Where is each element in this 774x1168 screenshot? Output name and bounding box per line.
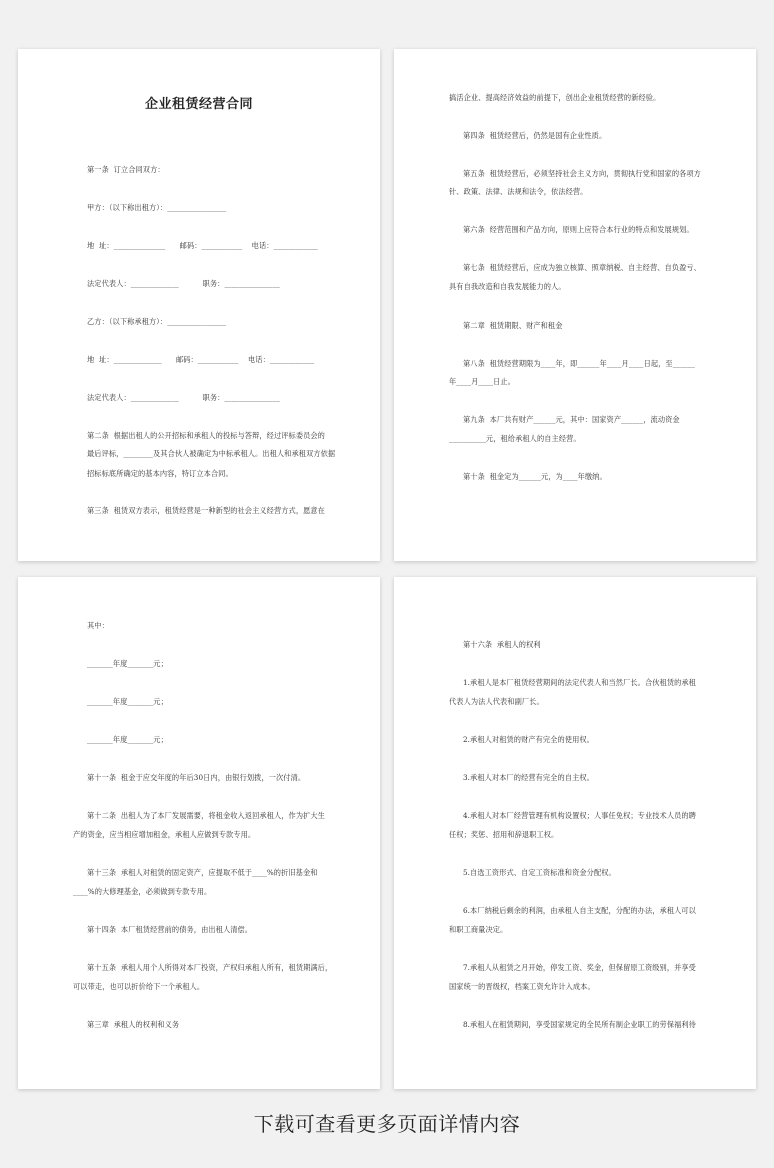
text-line: 8.承租人在租赁期间，享受国家规定的全民所有制企业职工的劳保福利待 <box>463 1020 696 1029</box>
text-line: 针、政策、法律、法规和法令，依法经营。 <box>449 187 588 196</box>
text-line: 第二条 根据出租人的公开招标和承租人的投标与答辩，经过评标委员会的 <box>87 431 325 440</box>
text-line: 第十四条 本厂租赁经营前的债务，由出租人清偿。 <box>87 925 253 934</box>
text-line: 其中： <box>87 621 109 630</box>
text-line: 产的资金，应当相应增加租金，承租人应做到专款专用。 <box>73 830 256 839</box>
text-line: 甲方：（以下称出租方）：________________ <box>87 203 227 212</box>
text-line: 第七条 租赁经营后，应成为独立核算、照章纳税、自主经营、自负盈亏、 <box>463 263 701 272</box>
text-line: __________元，租给承租人的自主经营。 <box>449 434 581 443</box>
text-line: 6.本厂纳税后剩余的利润，由承租人自主支配，分配的办法，承租人可以 <box>463 906 696 915</box>
document-page-3 <box>18 577 380 1089</box>
text-line: 第九条 本厂共有财产______元，其中：国家资产______，流动资金 <box>463 415 680 424</box>
text-line: 可以带走，也可以折价给下一个承租人。 <box>73 982 205 991</box>
download-more-prompt[interactable]: 下载可查看更多页面详情内容 <box>253 1112 521 1136</box>
contract-title: 企业租赁经营合同 <box>144 97 253 112</box>
document-page-2 <box>394 49 756 561</box>
text-line: 和职工商量决定。 <box>449 925 508 934</box>
text-line: 4.承租人对本厂经营管理有机构设置权；人事任免权；专业技术人员的聘 <box>463 811 696 820</box>
text-line: 最后评标，________及其合伙人被确定为中标承租人。出租人和承租双方依据 <box>87 449 336 458</box>
text-line: 第十一条 租金于应交年度的年后30日内，由银行划拨，一次付清。 <box>87 773 306 782</box>
text-line: 第十二条 出租人为了本厂发展需要，将租金收入返回承租人，作为扩大生 <box>87 811 325 820</box>
text-line: 地 址：_____________ 邮码：___________ 电话：____________ <box>87 355 315 364</box>
document-page-4 <box>394 577 756 1089</box>
text-line: 第五条 租赁经营后，必须坚持社会主义方向，贯彻执行党和国家的各项方 <box>463 169 701 178</box>
text-line: 2.承租人对租赁的财产有完全的使用权。 <box>463 735 594 744</box>
text-line: _______年度_______元； <box>87 697 168 706</box>
text-line: 第四条 租赁经营后，仍然是国有企业性质。 <box>463 131 607 140</box>
text-line: 第十三条 承租人对租赁的固定资产，应提取不低于____%的折旧基金和 <box>87 868 318 877</box>
text-line: 7.承租人从租赁之月开始，停发工资、奖金，但保留原工资级别，并享受 <box>463 963 696 972</box>
text-line: 第六条 经营范围和产品方向，原则上应符合本行业的特点和发展规划。 <box>463 225 694 234</box>
text-line: ____%的大修理基金，必须做到专款专用。 <box>73 887 212 896</box>
text-line: 乙方：（以下称承租方）：________________ <box>87 317 227 326</box>
text-line: 国家统一的晋级权，档案工资允许计入成本。 <box>449 982 595 991</box>
chapter-heading: 第三章 承租人的权利和义务 <box>87 1020 180 1029</box>
section-heading: 第十六条 承租人的权利 <box>463 640 541 649</box>
text-line: 具有自我改造和自我发展能力的人。 <box>449 282 566 291</box>
text-line: 第三条 租赁双方表示，租赁经营是一种新型的社会主义经营方式，愿意在 <box>87 506 325 515</box>
text-line: 第一条 订立合同双方： <box>87 165 165 174</box>
text-line: _______年度_______元； <box>87 659 168 668</box>
text-line: 第十五条 承租人用个人所得对本厂投资，产权归承租人所有，租赁期满后， <box>87 963 333 972</box>
text-line: 代表人为法人代表和副厂长。 <box>449 697 544 706</box>
chapter-heading: 第二章 租赁期限、财产和租金 <box>463 321 563 330</box>
text-line: 第八条 租赁经营期限为____年，即______年____月____日起，至______ <box>463 359 695 368</box>
text-line: 1.承租人是本厂租赁经营期间的法定代表人和当然厂长。合伙租赁的承租 <box>463 678 696 687</box>
text-line: 招标标底所确定的基本内容，特订立本合同。 <box>87 469 233 478</box>
text-line: 法定代表人：_____________ 职务：_______________ <box>87 279 280 288</box>
text-line: 5.自选工资形式、自定工资标准和资金分配权。 <box>463 868 616 877</box>
text-line: 任权；奖惩、招用和辞退职工权。 <box>449 830 559 839</box>
text-line: 地 址：______________ 邮码：___________ 电话：____________ <box>87 241 318 250</box>
text-line: 搞活企业、提高经济效益的前提下，创出企业租赁经营的新经验。 <box>449 93 661 102</box>
text-line: 第十条 租金定为______元，为____年缴纳。 <box>463 472 607 481</box>
text-line: 年____月____日止。 <box>449 377 515 386</box>
text-line: 法定代表人：_____________ 职务：_______________ <box>87 393 280 402</box>
text-line: _______年度_______元； <box>87 735 168 744</box>
text-line: 3.承租人对本厂的经营有完全的自主权。 <box>463 773 594 782</box>
document-page-1 <box>18 49 380 561</box>
